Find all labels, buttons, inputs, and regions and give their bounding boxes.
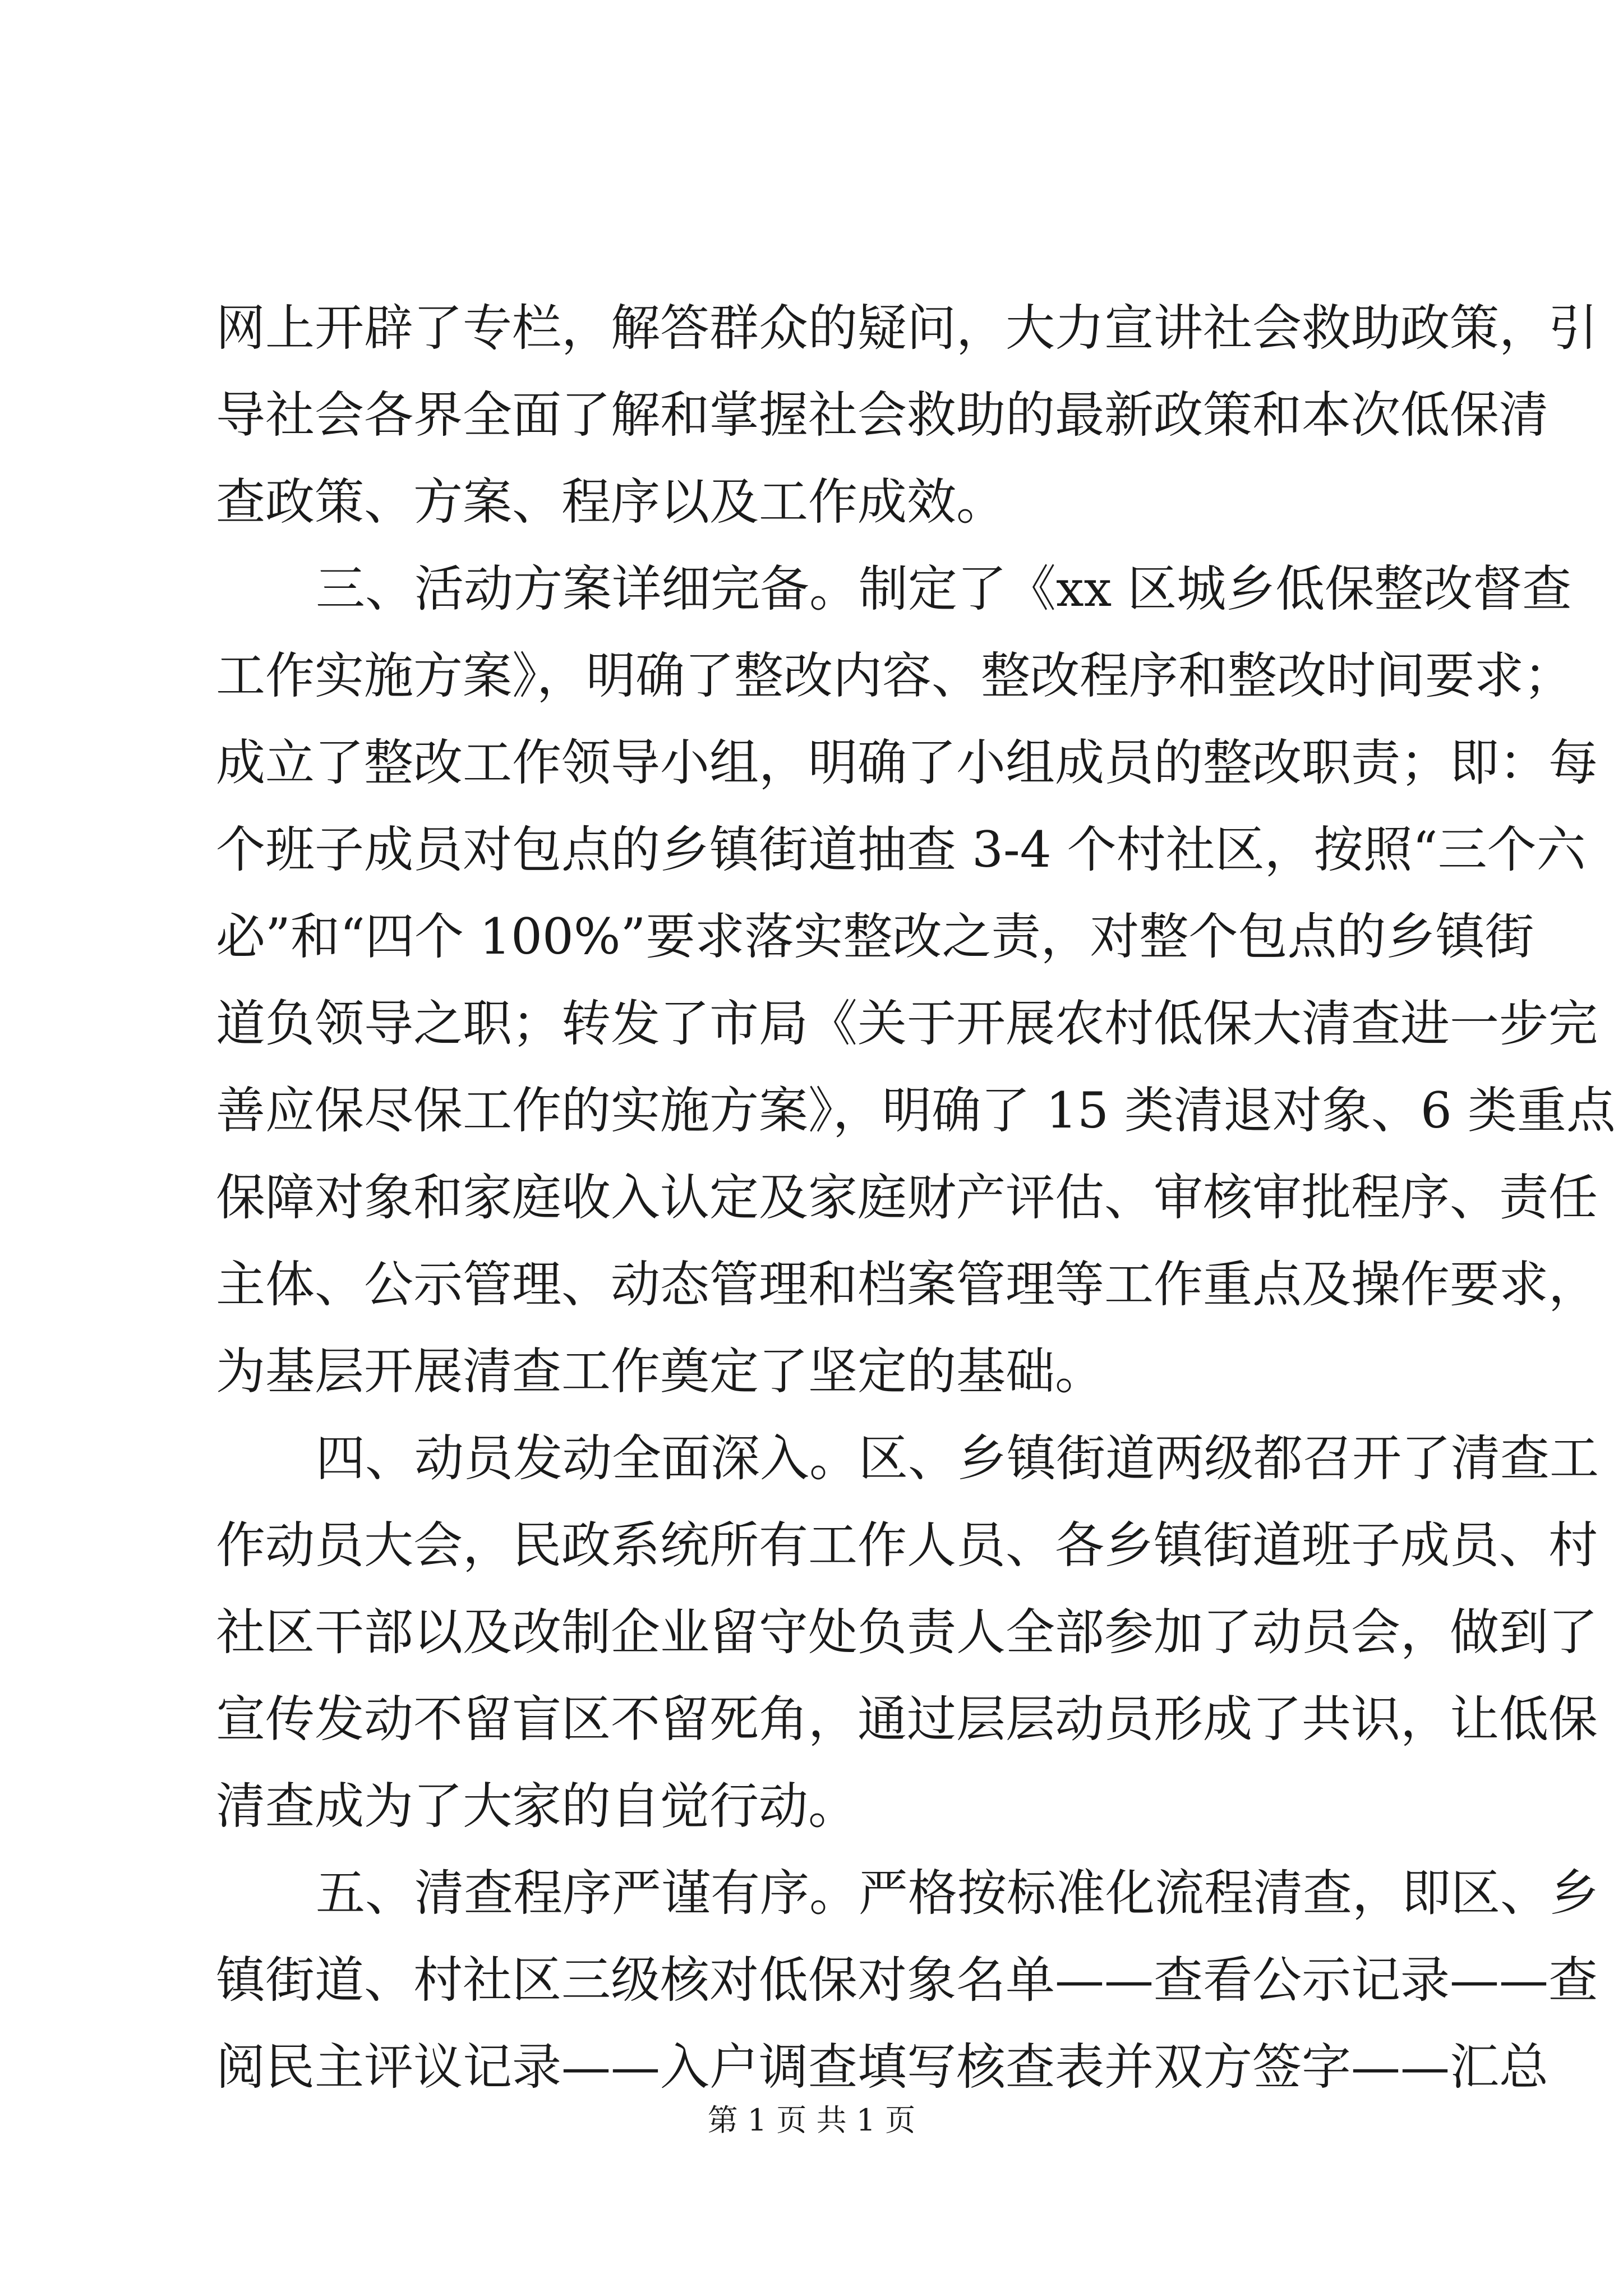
text-line-18: 清查成为了大家的自觉行动。 <box>216 1777 858 1835</box>
text-line-4: 三、活动方案详细完备。制定了《xx 区城乡低保整改督查 <box>316 560 1572 618</box>
text-line-1: 网上开辟了专栏，解答群众的疑问，大力宣讲社会救助政策，引 <box>216 299 1598 357</box>
text-line-21: 阅民主评议记录——入户调查填写核查表并双方签字——汇总 <box>216 2038 1549 2096</box>
text-line-19: 五、清查程序严谨有序。严格按标准化流程清查，即区、乡 <box>316 1864 1599 1922</box>
text-line-9: 道负领导之职；转发了市局《关于开展农村低保大清查进一步完 <box>216 995 1598 1052</box>
text-line-10: 善应保尽保工作的实施方案》，明确了 15 类清退对象、6 类重点 <box>216 1082 1616 1139</box>
text-line-20: 镇街道、村社区三级核对低保对象名单——查看公示记录——查 <box>216 1951 1598 2009</box>
text-line-14: 四、动员发动全面深入。区、乡镇街道两级都召开了清查工 <box>316 1429 1599 1487</box>
text-line-6: 成立了整改工作领导小组，明确了小组成员的整改职责；即：每 <box>216 734 1598 792</box>
text-line-11: 保障对象和家庭收入认定及家庭财产评估、审核审批程序、责任 <box>216 1168 1598 1226</box>
text-line-3: 查政策、方案、程序以及工作成效。 <box>216 473 1006 531</box>
text-line-7: 个班子成员对包点的乡镇街道抽查 3-4 个村社区，按照“三个六 <box>216 821 1586 878</box>
text-line-8: 必”和“四个 100%”要求落实整改之责，对整个包点的乡镇街 <box>216 908 1534 965</box>
text-line-2: 导社会各界全面了解和掌握社会救助的最新政策和本次低保清 <box>216 386 1549 444</box>
text-line-12: 主体、公示管理、动态管理和档案管理等工作重点及操作要求， <box>216 1255 1598 1313</box>
text-line-16: 社区干部以及改制企业留守处负责人全部参加了动员会，做到了 <box>216 1603 1598 1661</box>
text-line-13: 为基层开展清查工作奠定了坚定的基础。 <box>216 1342 1105 1400</box>
page-footer: 第 1 页 共 1 页 <box>707 2102 916 2138</box>
text-line-15: 作动员大会，民政系统所有工作人员、各乡镇街道班子成员、村 <box>216 1516 1598 1574</box>
text-line-5: 工作实施方案》，明确了整改内容、整改程序和整改时间要求； <box>216 647 1574 705</box>
text-line-17: 宣传发动不留盲区不留死角，通过层层动员形成了共识，让低保 <box>216 1690 1598 1748</box>
